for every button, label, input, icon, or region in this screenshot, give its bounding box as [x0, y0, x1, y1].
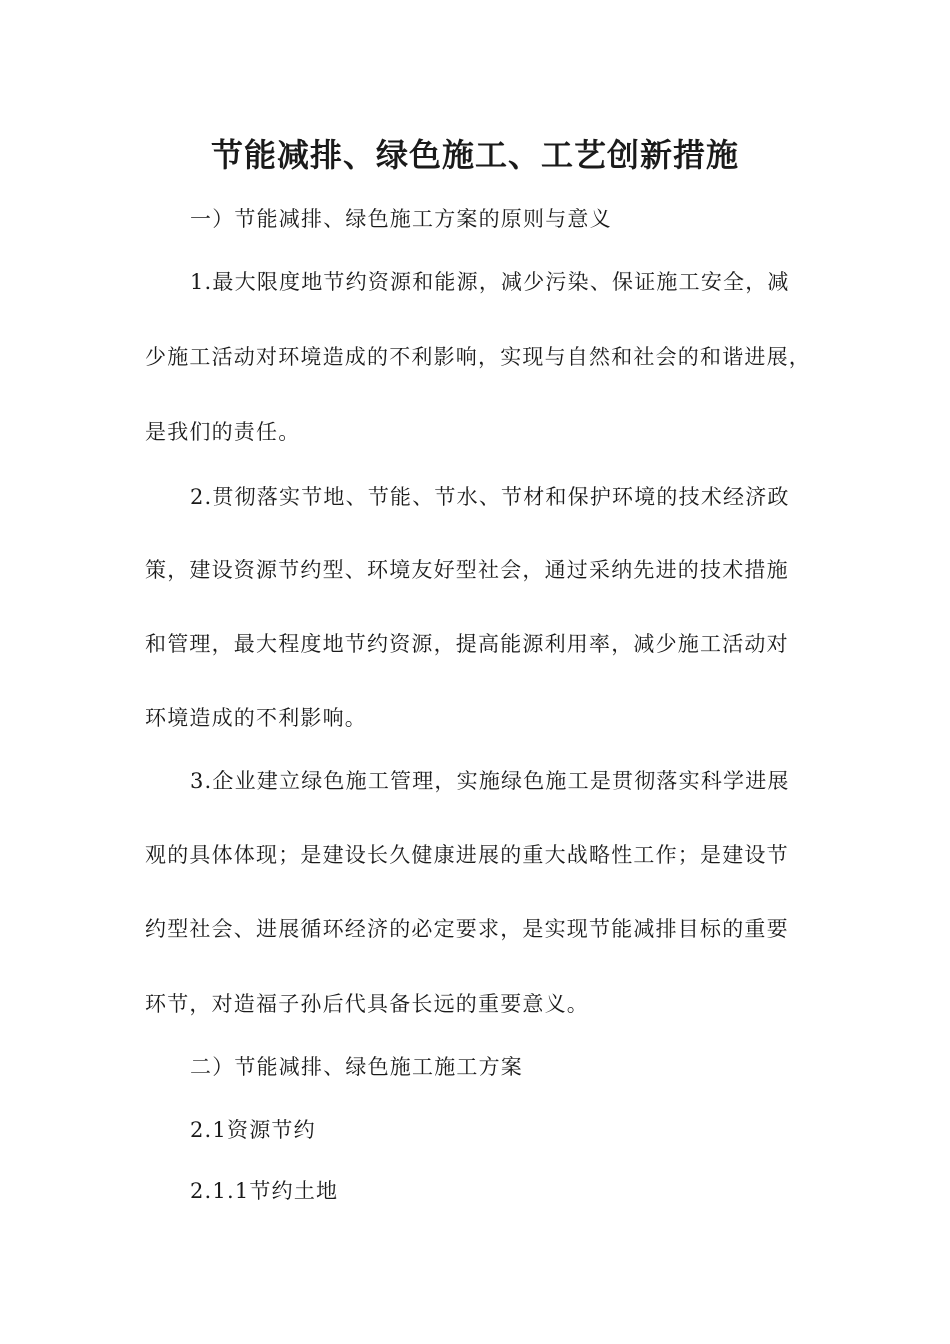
- document-title: 节能减排、绿色施工、工艺创新措施: [210, 136, 739, 174]
- paragraph-3-line-3: 约型社会、进展循环经济的必定要求，是实现节能减排目标的重要: [145, 917, 789, 941]
- paragraph-1-line-3: 是我们的责任。: [145, 420, 301, 444]
- section-heading-1: 一）节能减排、绿色施工方案的原则与意义: [190, 207, 612, 231]
- paragraph-2-line-4: 环境造成的不利影响。: [145, 706, 367, 730]
- paragraph-2-line-1: 2.贯彻落实节地、节能、节水、节材和保护环境的技术经济政: [190, 485, 790, 509]
- paragraph-2-line-3: 和管理，最大程度地节约资源，提高能源利用率，减少施工活动对: [145, 632, 789, 656]
- paragraph-3-line-2: 观的具体体现；是建设长久健康进展的重大战略性工作；是建设节: [145, 843, 789, 867]
- subsection-heading-2-1-1: 2.1.1节约土地: [190, 1179, 339, 1203]
- subsection-heading-2-1: 2.1资源节约: [190, 1118, 316, 1142]
- paragraph-3-line-1: 3.企业建立绿色施工管理，实施绿色施工是贯彻落实科学进展: [190, 769, 790, 793]
- paragraph-2-line-2: 策，建设资源节约型、环境友好型社会，通过采纳先进的技术措施: [145, 558, 789, 582]
- paragraph-1-line-2: 少施工活动对环境造成的不利影响，实现与自然和社会的和谐进展，: [145, 345, 811, 369]
- paragraph-1-line-1: 1.最大限度地节约资源和能源，减少污染、保证施工安全，减: [190, 270, 790, 294]
- paragraph-3-line-4: 环节，对造福子孙后代具备长远的重要意义。: [145, 992, 589, 1016]
- section-heading-2: 二）节能减排、绿色施工施工方案: [190, 1055, 523, 1079]
